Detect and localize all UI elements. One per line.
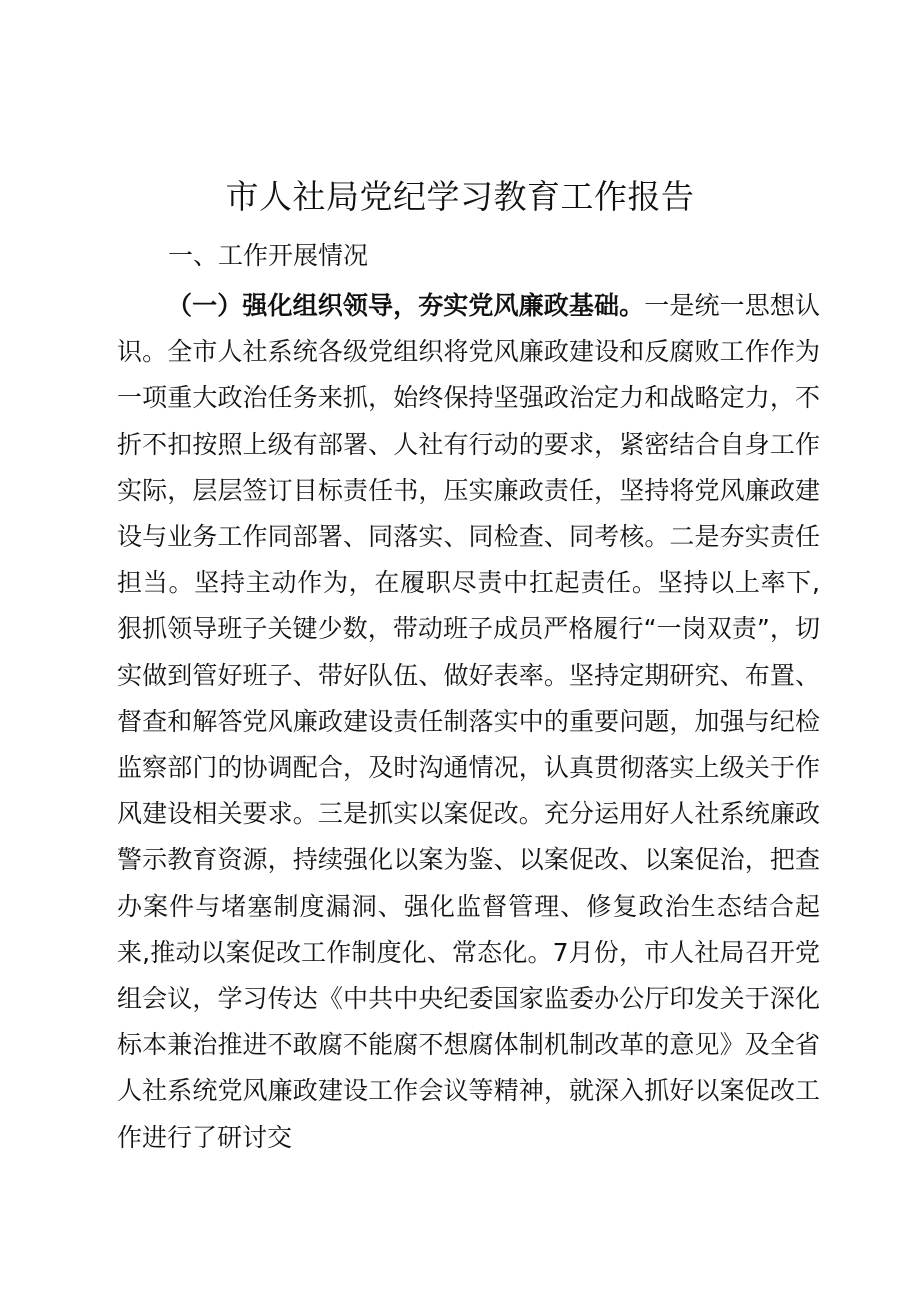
body-paragraph <box>117 283 820 1161</box>
paragraph-body: 一是统一思想认识。全市人社系统各级党组织将党风廉政建设和反腐败工作作为一项重大政治任务来抓，始终保持坚强政治定力和战略定力，不折不扣按照上级有部署、人社有行动的要求，紧密结合自身工作实际，层层签订目标责任书，压实廉政责任，坚持将党风廉政建设与业务工作同部署、同落实、同检查、同考核。二是夯实责任担当。坚持主动作为，在履职尽责中扛起责任。坚持以上率下,狠抓领导班子关键少数，带动班子成员严格履行“一岗双责”，切实做到管好班子、带好队伍、做好表率。坚持定期研究、布置、督查和解答党风廉政建设责任制落实中的重要问题，加强与纪检监察部门的协调配合，及时沟通情况，认真贯彻落实上级关于作风建设相关要求。三是抓实以案促改。充分运用好人社系统廉政警示教育资源，持续强化以案为鉴、以案促改、以案促治，把查办案件与堵塞制度漏洞、强化监督管理、修复政治生态结合起来,推动以案促改工作制度化、常态化。7月份，市人社局召开党组会议，学习传达《中共中央纪委国家监委办公厅印发关于深化标本兼治推进不敢腐不能腐不想腐体制机制改革的意见》及全省人社系统党风廉政建设工作会议等精神，就深入抓好以案促改工作进行了研讨交 <box>117 291 820 1152</box>
section-heading: 一、工作开展情况 <box>168 241 369 270</box>
paragraph-lead: （一）强化组织领导，夯实党风廉政基础。 <box>167 291 645 320</box>
document-title: 市人社局党纪学习教育工作报告 <box>225 177 695 216</box>
